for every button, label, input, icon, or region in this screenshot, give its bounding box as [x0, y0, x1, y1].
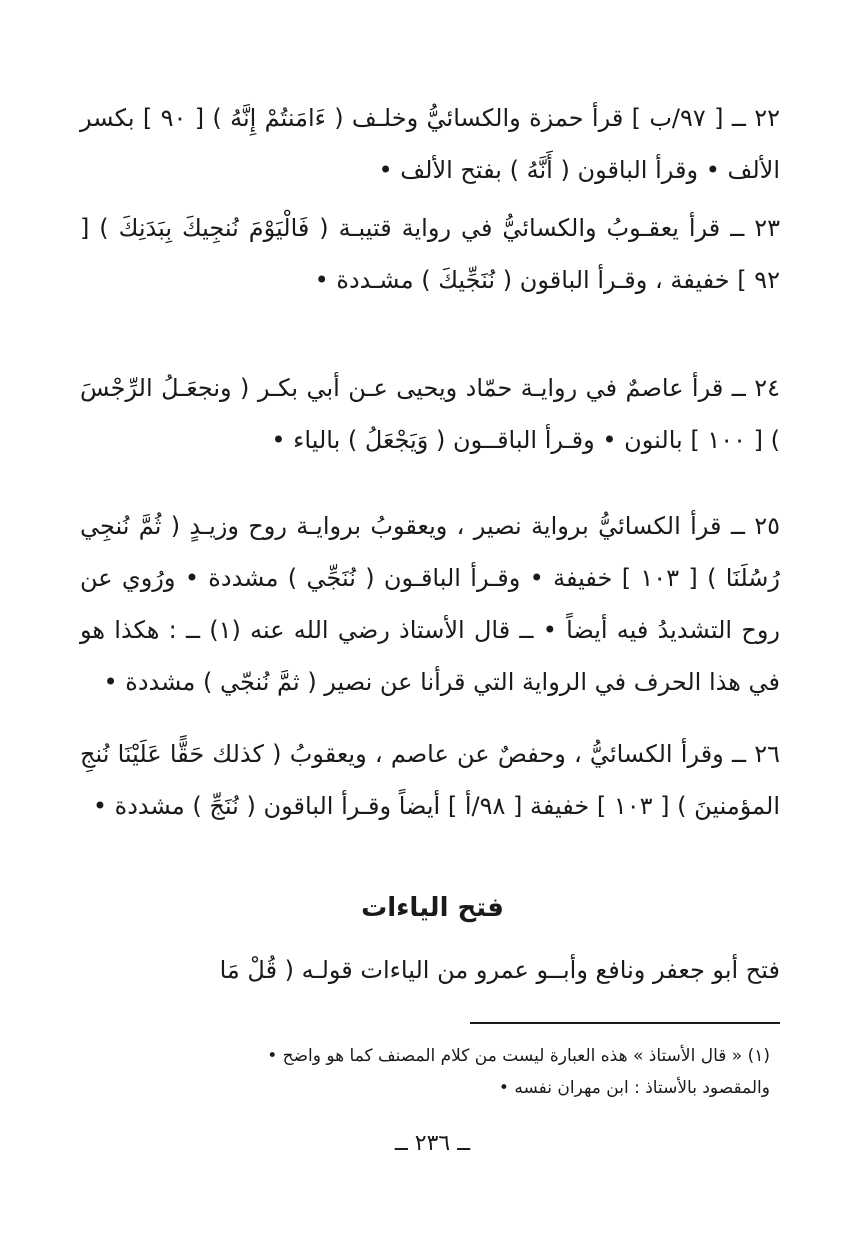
page-number: ــ ٢٣٦ ــ	[394, 1131, 471, 1156]
paragraph-26: ٢٦ ــ وقرأ الكسائيُّ ، وحفصٌ عن عاصم ، ويعقوبُ ( كذلك حَقًّا عَلَيْنَا نُنجِ المؤمنينَ ) [ ١٠٣ ] خفيفة [ ٩٨/أ ] أيضاً وقـرأ الباقون ( نُنَجِّ ) مشددة •	[80, 740, 780, 820]
paragraph-24: ٢٤ ــ قرأ عاصمٌ في روايـة حمّاد ويحيى عـن أبي بكـر ( ونجعَـلُ الرِّجْسَ ) [ ١٠٠ ] بالنون • وقـرأ الباقــون ( وَيَجْعَلُ ) بالياء •	[80, 374, 780, 454]
paragraph-22: ٢٢ ــ [ ٩٧/ب ] قرأ حمزة والكسائيُّ وخلـف ( ءَامَنتُمْ إِنَّهُ ) [ ٩٠ ] بكسر الألف • وقرأ الباقون ( أَنَّهُ ) بفتح الألف •	[80, 104, 780, 184]
section-first-line: فتح أبو جعفر ونافع وأبــو عمرو من الياءات قولـه ( قُلْ مَا	[219, 956, 780, 984]
footnote-divider	[470, 1022, 780, 1024]
paragraph-23: ٢٣ ــ قرأ يعقـوبُ والكسائيُّ في رواية قتيبـة ( فَالْيَوْمَ نُنجِيكَ بِبَدَنِكَ ) [ ٩٢ ] خفيفة ، وقـرأ الباقون ( نُنَجِّيكَ ) مشـددة •	[80, 214, 780, 294]
footnote	[110, 1040, 770, 1104]
paragraph-25: ٢٥ ــ قرأ الكسائيُّ برواية نصير ، ويعقوبُ بروايـة روح وزيـدٍ ( ثُمَّ نُنجِي رُسُلَنَا ) [ ١٠٣ ] خفيفة • وقـرأ الباقـون ( نُنَجِّي ) مشددة • ورُوي عن روح التشديدُ فيه أيضاً • ــ قال الأستاذ رضي الله عنه (١) ــ : هكذا هو في هذا الحرف في الرواية التي قرأنا عن نصير ( ثمَّ نُنجّي ) مشددة •	[80, 512, 781, 696]
section-heading: فتح الياءات	[361, 893, 504, 923]
footnote-line-2: والمقصود بالأستاذ : ابن مهران نفسه •	[498, 1078, 770, 1098]
footnote-line-1: (١) « قال الأستاذ » هذه العبارة ليست من كلام المصنف كما هو واضح •	[267, 1046, 770, 1066]
